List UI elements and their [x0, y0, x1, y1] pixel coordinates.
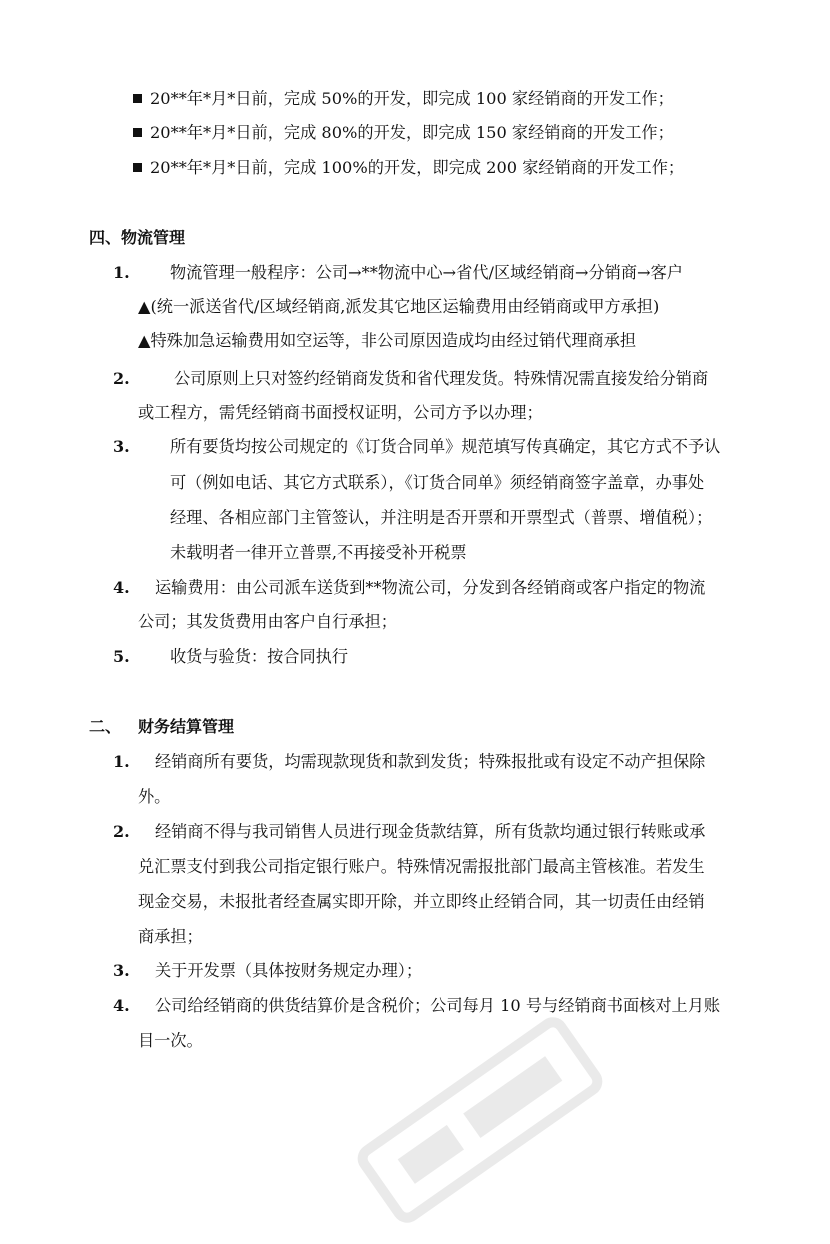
- list-number: 4.: [113, 996, 130, 1015]
- list-item-text: 收货与验货：按合同执行: [170, 647, 349, 666]
- list-item-text: ▲特殊加急运输费用如空运等，非公司原因造成均由经过销代理商承担: [138, 331, 637, 350]
- list-item-text: 商承担；: [138, 927, 203, 946]
- list-item-text: 或工程方，需凭经销商书面授权证明，公司方予以办理；: [138, 403, 543, 422]
- list-item-text: 兑汇票支付到我公司指定银行账户。特殊情况需报批部门最高主管核准。若发生: [138, 857, 705, 876]
- list-item-text: 公司原则上只对签约经销商发货和省代理发货。特殊情况需直接发给分销商: [174, 369, 709, 388]
- list-number: 3.: [113, 437, 130, 456]
- list-item-text: 目一次。: [138, 1031, 203, 1050]
- list-item-text: 经销商不得与我司销售人员进行现金货款结算，所有货款均通过银行转账或承: [155, 822, 706, 841]
- list-number: 5.: [113, 647, 130, 666]
- watermark-icon: [339, 996, 621, 1243]
- list-number: 1.: [113, 263, 130, 282]
- list-item-text: ▲(统一派送省代/区域经销商,派发其它地区运输费用由经销商或甲方承担): [138, 297, 660, 316]
- bullet-item: 20**年*月*日前，完成 80%的开发，即完成 150 家经销商的开发工作；: [133, 122, 674, 144]
- list-number: 2.: [113, 822, 130, 841]
- list-item-text: 经理、各相应部门主管签认，并注明是否开票和开票型式（普票、增值税）；: [170, 508, 713, 527]
- square-bullet-icon: [133, 128, 142, 137]
- bullet-item: 20**年*月*日前，完成 100%的开发，即完成 200 家经销商的开发工作；: [133, 157, 684, 179]
- section-heading: 财务结算管理: [138, 717, 235, 736]
- list-item-text: 运输费用：由公司派车送货到**物流公司，分发到各经销商或客户指定的物流: [155, 578, 706, 597]
- list-item-text: 所有要货均按公司规定的《订货合同单》规范填写传真确定，其它方式不予认: [170, 437, 721, 456]
- bullet-item: 20**年*月*日前，完成 50%的开发，即完成 100 家经销商的开发工作；: [133, 88, 674, 110]
- list-number: 3.: [113, 961, 130, 980]
- list-item-text: 关于开发票（具体按财务规定办理）；: [155, 961, 423, 980]
- list-item-text: 物流管理一般程序：公司→**物流中心→省代/区域经销商→分销商→客户: [170, 263, 683, 282]
- list-item-text: 经销商所有要货，均需现款现货和款到发货；特殊报批或有设定不动产担保除: [155, 752, 706, 771]
- list-number: 2.: [113, 369, 130, 388]
- square-bullet-icon: [133, 163, 142, 172]
- list-number: 1.: [113, 752, 130, 771]
- list-item-text: 现金交易，未报批者经查属实即开除，并立即终止经销合同，其一切责任由经销: [138, 892, 705, 911]
- list-item-text: 可（例如电话、其它方式联系），《订货合同单》须经销商签字盖章，办事处: [170, 473, 705, 492]
- list-item-text: 未载明者一律开立普票,不再接受补开税票: [170, 543, 467, 562]
- square-bullet-icon: [133, 94, 142, 103]
- list-item-text: 外。: [138, 787, 171, 806]
- section-heading: 四、物流管理: [89, 228, 186, 247]
- list-item-text: 公司给经销商的供货结算价是含税价；公司每月 10 号与经销商书面核对上月账: [155, 996, 721, 1015]
- list-item-text: 公司；其发货费用由客户自行承担；: [138, 612, 397, 631]
- section-heading-number: 二、: [89, 717, 122, 736]
- list-number: 4.: [113, 578, 130, 597]
